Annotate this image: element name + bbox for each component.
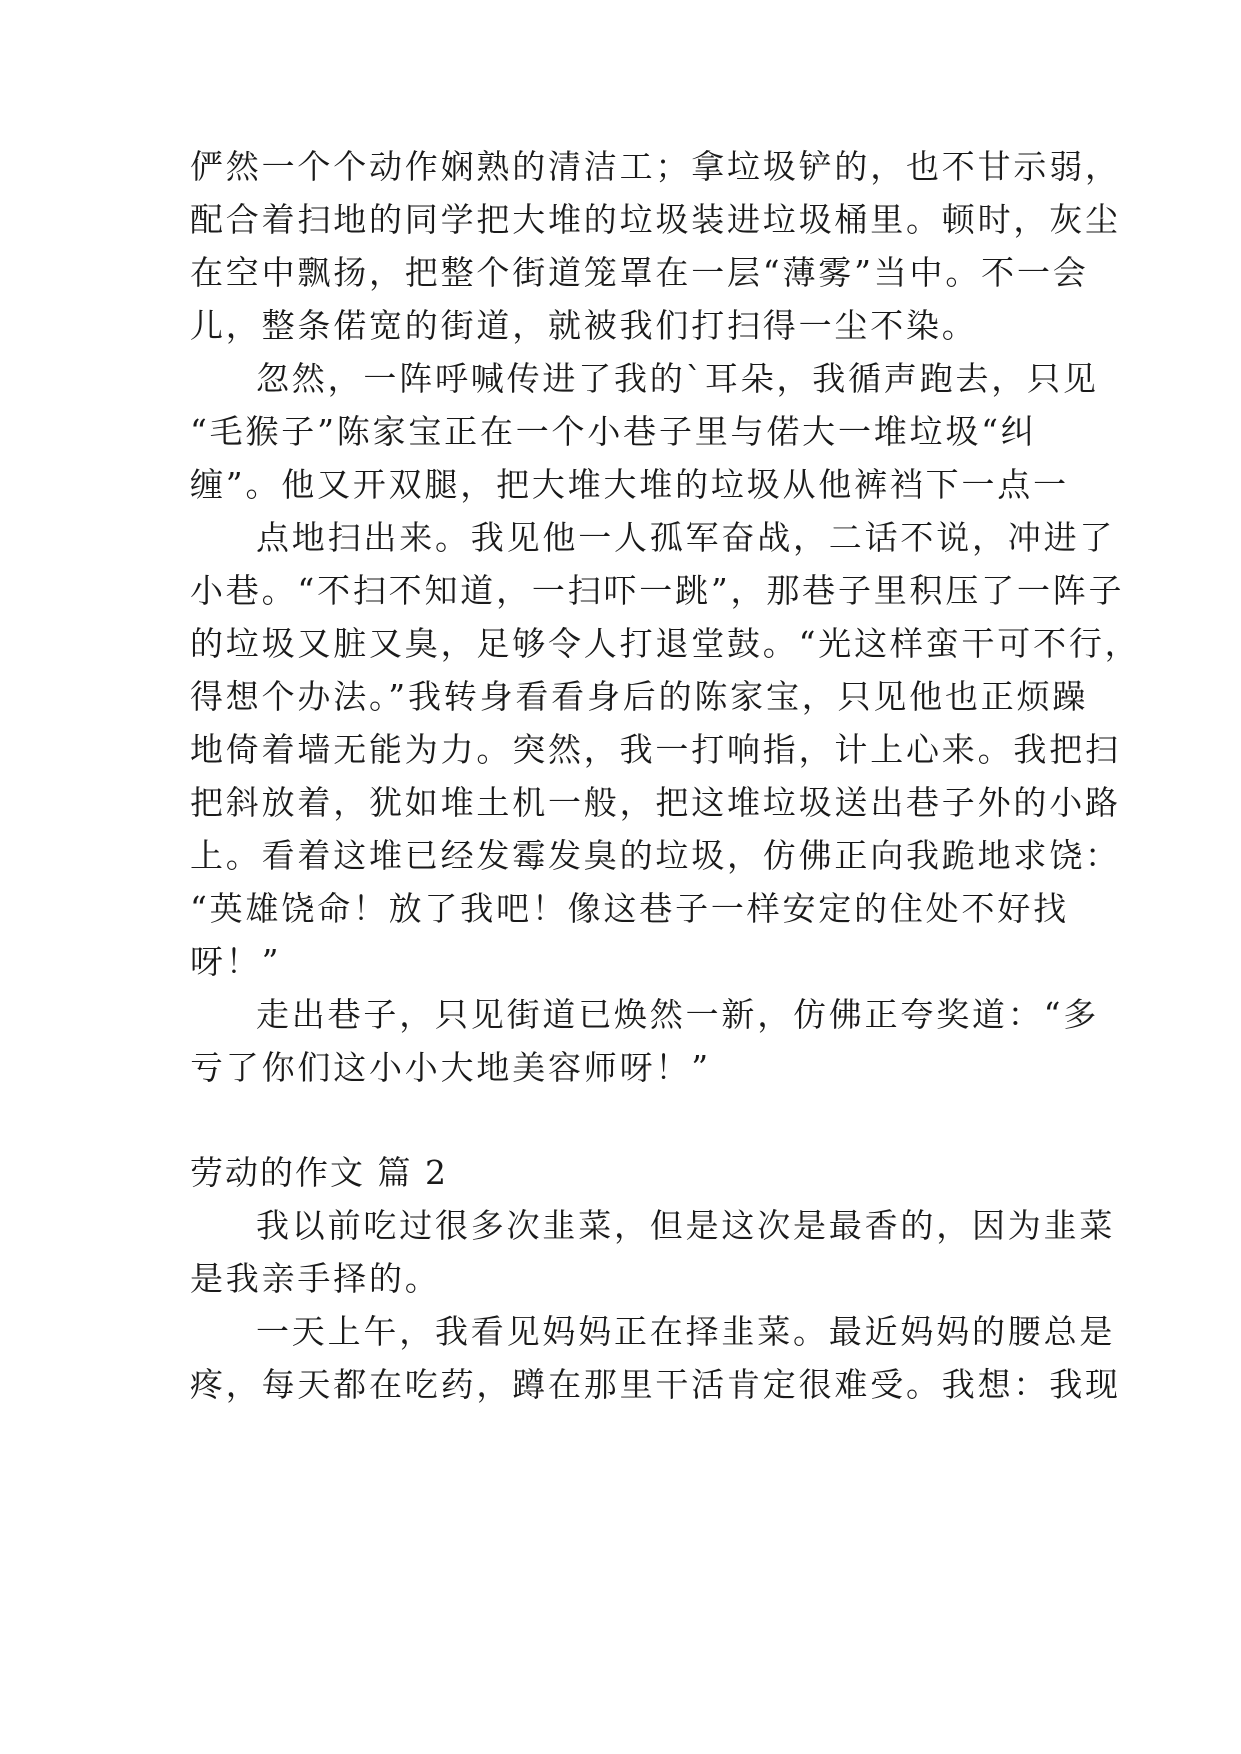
text-line: 上。看着这堆已经发霉发臭的垃圾，仿佛正向我跪地求饶：	[190, 836, 1121, 875]
text-line: 地倚着墙无能为力。突然，我一打响指，计上心来。我把扫	[190, 730, 1121, 769]
text-line: 在空中飘扬，把整个街道笼罩在一层“薄雾”当中。不一会	[190, 253, 1089, 292]
text-line: “毛猴子”陈家宝正在一个小巷子里与偌大一堆垃圾“纠	[190, 412, 1037, 451]
text-line: 我以前吃过很多次韭菜，但是这次是最香的，因为韭菜	[256, 1206, 1116, 1245]
text-line: 小巷。“不扫不知道，一扫吓一跳”，那巷子里积压了一阵子	[190, 571, 1125, 610]
text-line: “英雄饶命！放了我吧！像这巷子一样安定的住处不好找	[190, 889, 1069, 928]
section-heading: 劳动的作文 篇 2	[190, 1153, 448, 1192]
text-line: 是我亲手择的。	[190, 1259, 441, 1298]
text-line: 走出巷子，只见街道已焕然一新，仿佛正夸奖道：“多	[256, 995, 1100, 1034]
text-line: 得想个办法。”我转身看看身后的陈家宝，只见他也正烦躁	[190, 677, 1089, 716]
text-line: 儿，整条偌宽的街道，就被我们打扫得一尘不染。	[190, 306, 978, 345]
text-line: 的垃圾又脏又臭，足够令人打退堂鼓。“光这样蛮干可不行，	[190, 624, 1141, 663]
text-line: 一天上午，我看见妈妈正在择韭菜。最近妈妈的腰总是	[256, 1312, 1116, 1351]
text-line: 点地扫出来。我见他一人孤军奋战，二话不说，冲进了	[256, 518, 1116, 557]
text-line: 把斜放着，犹如堆土机一般，把这堆垃圾送出巷子外的小路	[190, 783, 1121, 822]
text-line: 忽然，一阵呼喊传进了我的`耳朵，我循声跑去，只见	[256, 359, 1099, 398]
text-line: 配合着扫地的同学把大堆的垃圾装进垃圾桶里。顿时，灰尘	[190, 200, 1121, 239]
text-line: 疼，每天都在吃药，蹲在那里干活肯定很难受。我想：我现	[190, 1365, 1121, 1404]
text-line: 呀！”	[190, 942, 282, 981]
text-line: 缠”。他又开双腿，把大堆大堆的垃圾从他裤裆下一点一	[190, 465, 1069, 504]
text-line: 俨然一个个动作娴熟的清洁工；拿垃圾铲的，也不甘示弱，	[190, 147, 1121, 186]
text-line: 亏了你们这小小大地美容师呀！”	[190, 1048, 711, 1087]
